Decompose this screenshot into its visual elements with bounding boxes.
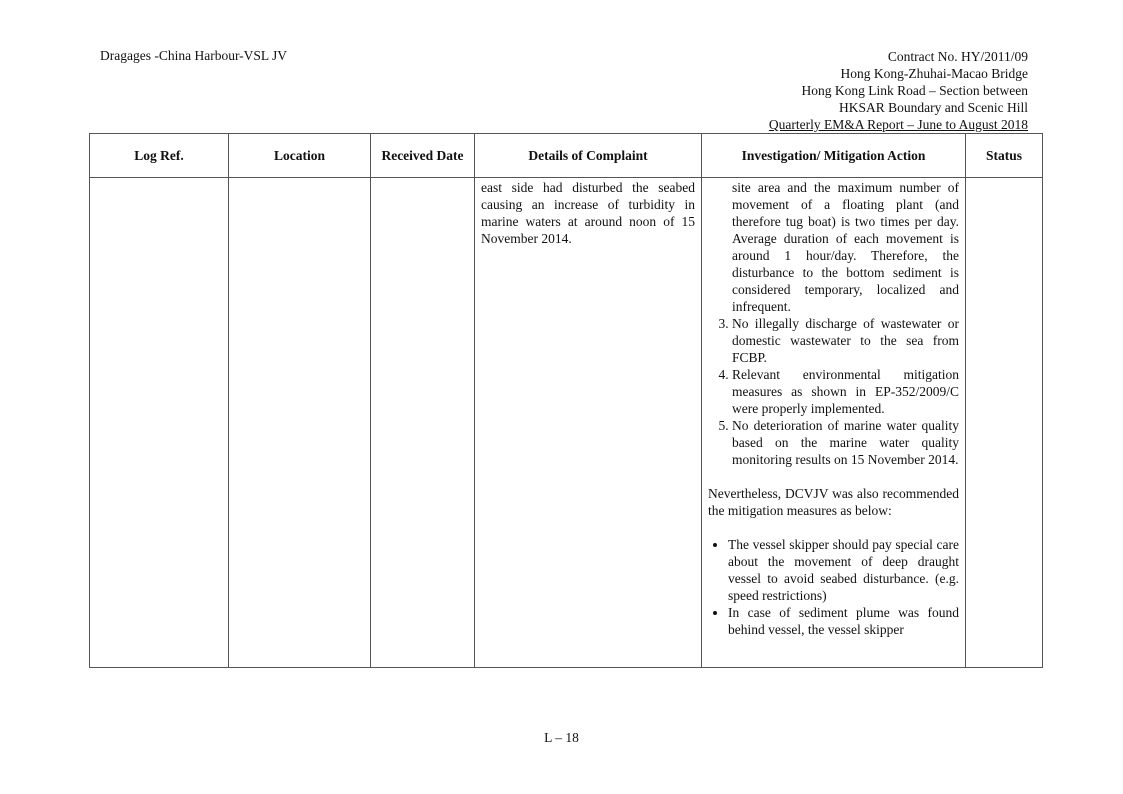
investigation-paragraph: Nevertheless, DCVJV was also recommended the mitigation measures as below: [708,486,959,518]
header-line-boundary: HKSAR Boundary and Scenic Hill [839,100,1028,115]
header-line-project: Hong Kong-Zhuhai-Macao Bridge [840,66,1028,81]
cell-log-ref [90,178,229,668]
header-company: Dragages -China Harbour-VSL JV [100,48,288,63]
header-contract-info [769,48,1028,133]
investigation-numbered-list [708,315,959,468]
cell-location [229,178,371,668]
investigation-bullet-list [708,536,959,638]
investigation-continued-text: site area and the maximum number of movement of a floating plant (and therefore tug boat) is two times per day. Average duration of each movement is around 1 hour/day. Therefore, the disturbance to the bottom sediment is considered temporary, localized and infrequent. [732,180,959,314]
header-line-section: Hong Kong Link Road – Section between [801,83,1028,98]
cell-received-date [371,178,475,668]
cell-status [966,178,1043,668]
list-item: • The vessel skipper should pay special care about the movement of deep draught vessel to avoid seabed disturbance. (e.g. speed restrictions) [728,536,959,604]
table-header-row [90,134,1043,178]
cell-details: east side had disturbed the seabed causing an increase of turbidity in marine waters at around noon of 15 November 2014. [475,178,702,668]
col-header-details: Details of Complaint [475,134,702,178]
col-header-location: Location [229,134,371,178]
col-header-status: Status [966,134,1043,178]
header-line-report: Quarterly EM&A Report – June to August 2018 [768,117,1028,132]
list-item: 4. Relevant environmental mitigation measures as shown in EP-352/2009/C were properly implemented. [732,366,959,417]
page-number: L – 18 [544,730,579,745]
complaint-log-table [89,133,1043,668]
cell-investigation [702,178,966,668]
col-header-log-ref: Log Ref. [90,134,229,178]
list-item: 5. No deterioration of marine water quality based on the marine water quality monitoring results on 15 November 2014. [732,417,959,468]
col-header-investigation: Investigation/ Mitigation Action [702,134,966,178]
col-header-received-date: Received Date [371,134,475,178]
list-item: 3. No illegally discharge of wastewater or domestic wastewater to the sea from FCBP. [732,315,959,366]
table-row [90,178,1043,668]
list-item: • In case of sediment plume was found behind vessel, the vessel skipper [728,604,959,638]
header-line-contract: Contract No. HY/2011/09 [887,49,1028,64]
